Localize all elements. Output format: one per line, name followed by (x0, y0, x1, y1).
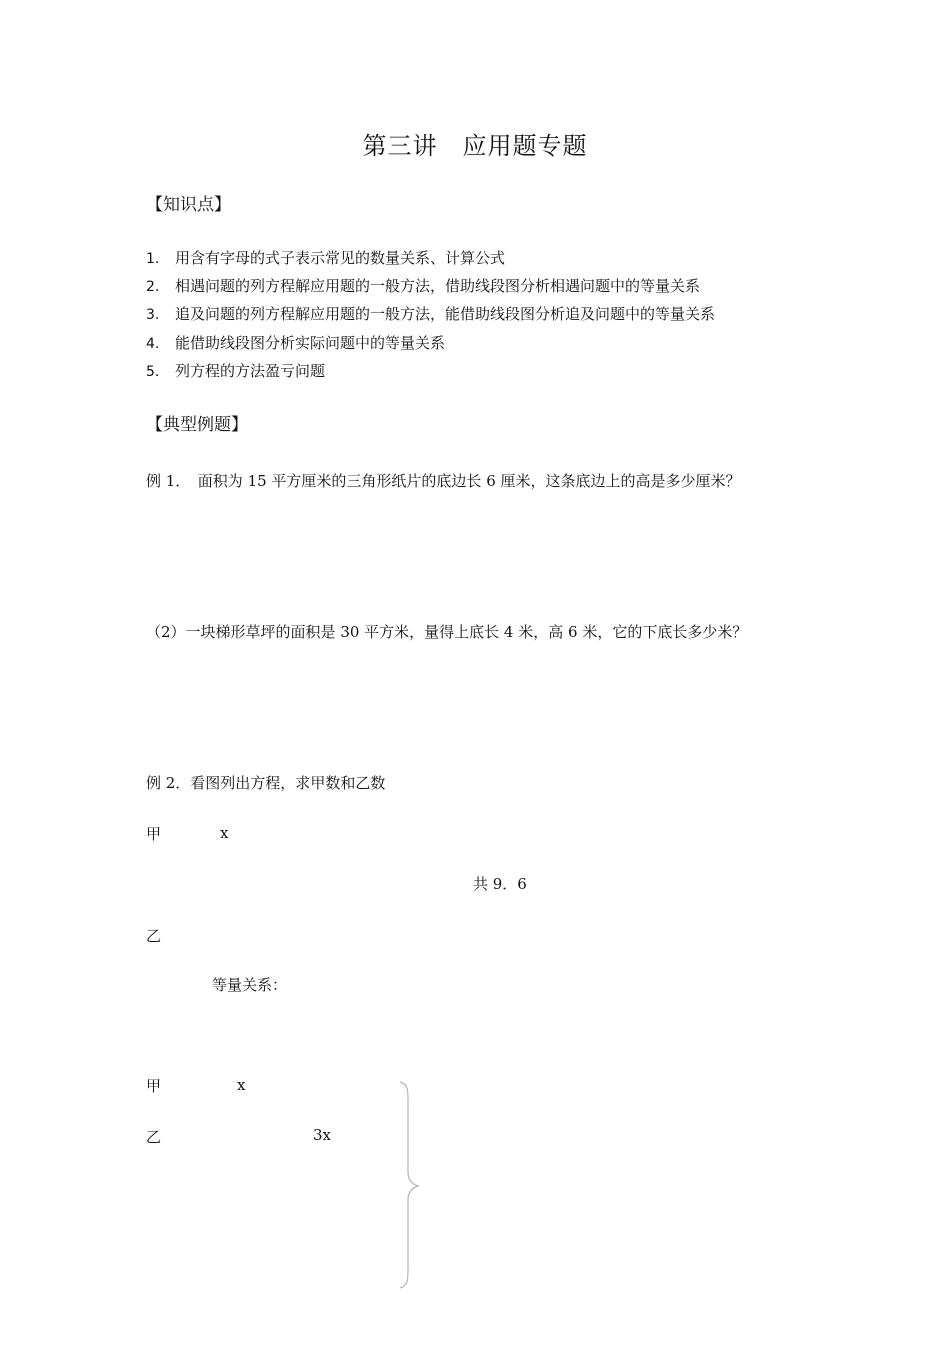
example-2: 例 2．看图列出方程，求甲数和乙数 (146, 774, 386, 792)
page-title: 第三讲 应用题专题 (362, 132, 588, 160)
example-1-part-2: （2）一块梯形草坪的面积是 30 平方米，量得上底长 4 米，高 6 米，它的下底长多少米？ (146, 623, 748, 641)
item-number: 3. (146, 307, 160, 323)
diagram1-jia-value: x (220, 824, 229, 842)
item-number: 2. (146, 279, 160, 295)
diagram1-jia-label: 甲 (146, 825, 162, 843)
diagram1-yi-label: 乙 (146, 927, 162, 945)
knowledge-item-5 (146, 360, 325, 381)
item-number: 5. (146, 364, 160, 380)
item-text: 用含有字母的式子表示常见的数量关系、计算公式 (175, 249, 506, 267)
item-text: 能借助线段图分析实际问题中的等量关系 (175, 334, 446, 352)
equal-relation-label: 等量关系： (212, 976, 288, 994)
knowledge-heading: 【知识点】 (146, 195, 231, 215)
example-1: 例 1． 面积为 15 平方厘米的三角形纸片的底边长 6 厘米，这条底边上的高是多少厘米？ (146, 472, 741, 490)
examples-heading: 【典型例题】 (146, 415, 248, 435)
diagram2-jia-label: 甲 (146, 1077, 162, 1095)
diagram2-yi-value: 3x (313, 1126, 332, 1144)
knowledge-item-3 (146, 303, 715, 324)
item-text: 列方程的方法盈亏问题 (175, 362, 326, 380)
diagram2-jia-value: x (237, 1076, 246, 1094)
item-number: 4. (146, 336, 160, 352)
item-number: 1. (146, 251, 160, 267)
diagram2-yi-label: 乙 (146, 1128, 162, 1146)
diagram1-total: 共 9．6 (473, 875, 527, 893)
knowledge-item-1 (146, 247, 505, 268)
item-text: 追及问题的列方程解应用题的一般方法，能借助线段图分析追及问题中的等量关系 (175, 305, 716, 323)
knowledge-item-4 (146, 332, 445, 353)
item-text: 相遇问题的列方程解应用题的一般方法，借助线段图分析相遇问题中的等量关系 (175, 277, 701, 295)
right-brace (398, 1080, 422, 1290)
knowledge-item-2 (146, 275, 700, 296)
